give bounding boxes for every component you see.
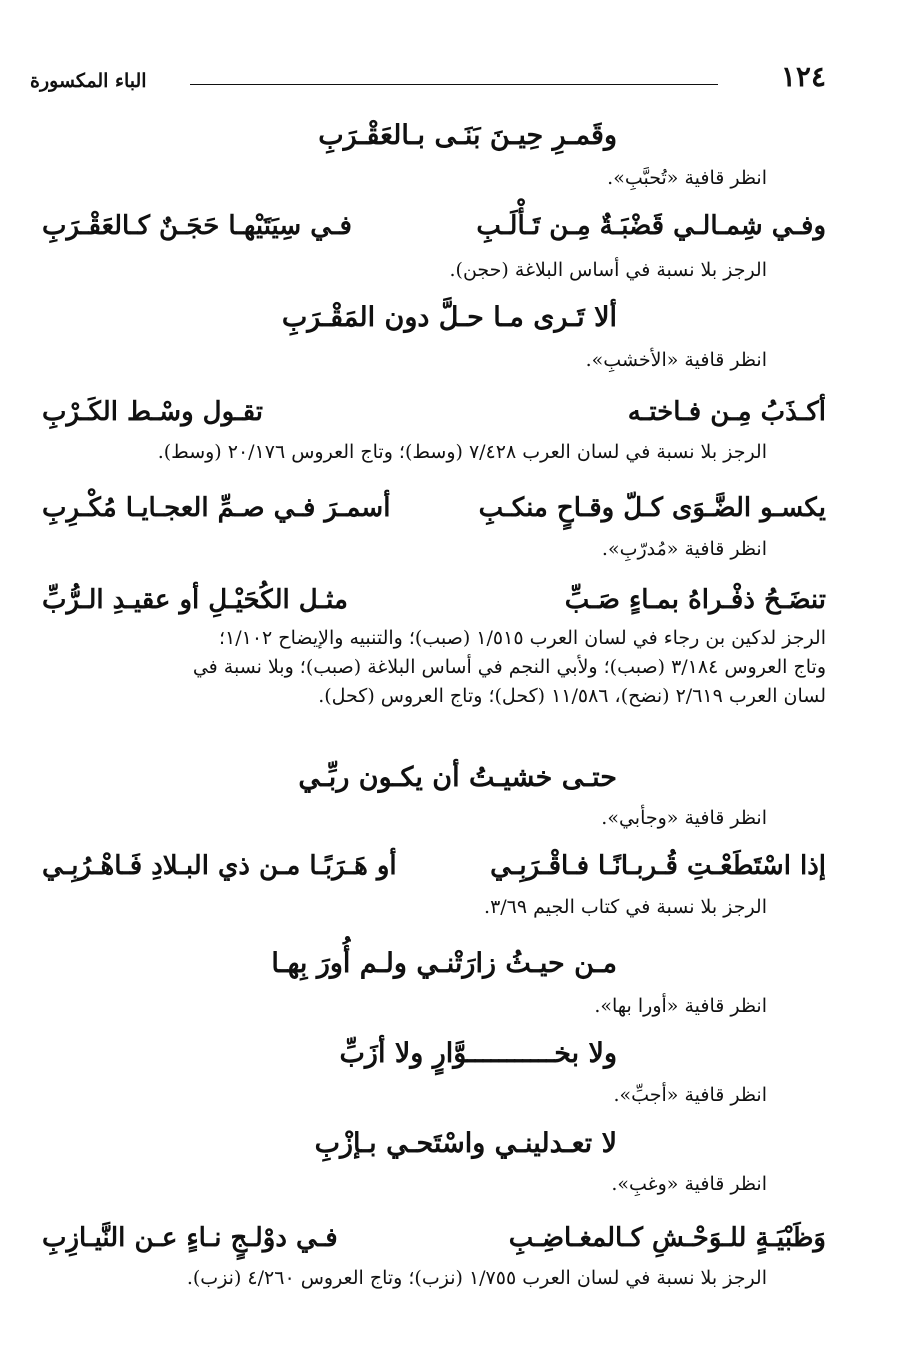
note-line: انظر قافية «وجأبي».	[601, 807, 767, 829]
verse-line: ولا بخـــــــــــوَّارٍ ولا أزَبِّ	[339, 1038, 617, 1069]
second-hemistich: فـي سِيَتَيْهـا حَجَـنٌ كـالعَقْـرَبِ	[42, 211, 352, 241]
note-line: وتاج العروس ٣/١٨٤ (صبب)؛ ولأبي النجم في أساس البلاغة (صبب)؛ وبلا نسبة في	[192, 656, 826, 678]
first-hemistich: يكسـو الضَّـوَى كـلّ وقـاحٍ منكـبِ	[478, 493, 826, 523]
second-hemistich: مثـل الكُحَيْـلِ أو عقيـدِ الـرُّبِّ	[42, 585, 348, 615]
verse-couplet	[42, 206, 826, 246]
verse-line: وقَمـرِ حِيـنَ بَنَـى بـالعَقْـرَبِ	[318, 120, 617, 151]
verse-line: مـن حيـثُ زارَتْنـي ولـم أُورَ بِهـا	[271, 948, 617, 979]
second-hemistich: أسمـرَ فـي صـمِّ العجـايـا مُكْـرِبِ	[42, 493, 391, 523]
note-line: الرجز بلا نسبة في أساس البلاغة (حجن).	[449, 259, 767, 281]
verse-couplet	[42, 488, 826, 528]
note-line: لسان العرب ٢/٦١٩ (نضح)، ١١/٥٨٦ (كحل)؛ وتاج العروس (كحل).	[318, 685, 826, 707]
page-number: ١٢٤	[780, 60, 826, 93]
note-paragraph	[42, 624, 826, 711]
note-line: انظر قافية «أجبِّ».	[613, 1084, 767, 1106]
note-line: الرجز بلا نسبة في كتاب الجيم ٣/٦٩.	[484, 896, 767, 918]
note-line: انظر قافية «تُحبَّبِ».	[607, 167, 767, 189]
note-line: انظر قافية «وغبِ».	[611, 1173, 767, 1195]
second-hemistich: فـي دوْلـجٍ نـاءٍ عـن النَّيـازِبِ	[42, 1223, 338, 1253]
first-hemistich: إذا اسْتَطَعْـتِ قُـربـانًـا فـاقْـرَبِـي	[490, 851, 826, 881]
note-line: الرجز بلا نسبة في لسان العرب ١/٧٥٥ (نزب)؛ وتاج العروس ٤/٢٦٠ (نزب).	[186, 1267, 767, 1289]
second-hemistich: تقـول وسْـط الكَـرْبِ	[42, 397, 264, 427]
verse-line: حتـى خشيـتُ أن يكـون ربِّـي	[298, 762, 617, 793]
note-line: انظر قافية «أورا بها».	[594, 995, 767, 1017]
first-hemistich: وَظَبْيَـةٍ للـوَحْـشِ كـالمغـاضِـبِ	[508, 1223, 826, 1253]
note-line: انظر قافية «الأخشبِ».	[585, 349, 767, 371]
verse-couplet	[42, 846, 826, 886]
verse-couplet	[42, 1218, 826, 1258]
verse-couplet	[42, 392, 826, 432]
section-title: الباء المكسورة	[30, 70, 147, 92]
running-header	[30, 58, 826, 102]
note-line: الرجز بلا نسبة في لسان العرب ٧/٤٢٨ (وسط)؛ وتاج العروس ٢٠/١٧٦ (وسط).	[157, 441, 767, 463]
first-hemistich: أكـذَبُ مِـن فـاختـه	[627, 397, 826, 427]
note-line: انظر قافية «مُدرّبِ».	[601, 538, 767, 560]
note-line: الرجز لدكين بن رجاء في لسان العرب ١/٥١٥ (صبب)؛ والتنبيه والإيضاح ١/١٠٢؛	[218, 627, 826, 649]
verse-couplet	[42, 580, 826, 620]
first-hemistich: وفـي شِمـالـي قَضْبَـةٌ مِـن تَـأْلَـبِ	[476, 211, 826, 241]
verse-line: لا تعـدلينـي واسْتَحـي بـإزْبِ	[314, 1128, 617, 1159]
header-rule	[190, 84, 718, 85]
verse-line: ألا تَـرى مـا حـلَّ دون المَقْـرَبِ	[281, 302, 617, 333]
second-hemistich: أو هَـرَبًـا مـن ذي البـلادِ فَـاهْـرُبِـي	[42, 851, 397, 881]
first-hemistich: تنضَـحُ ذفْـراهُ بمـاءٍ صَـبِّ	[564, 585, 826, 615]
